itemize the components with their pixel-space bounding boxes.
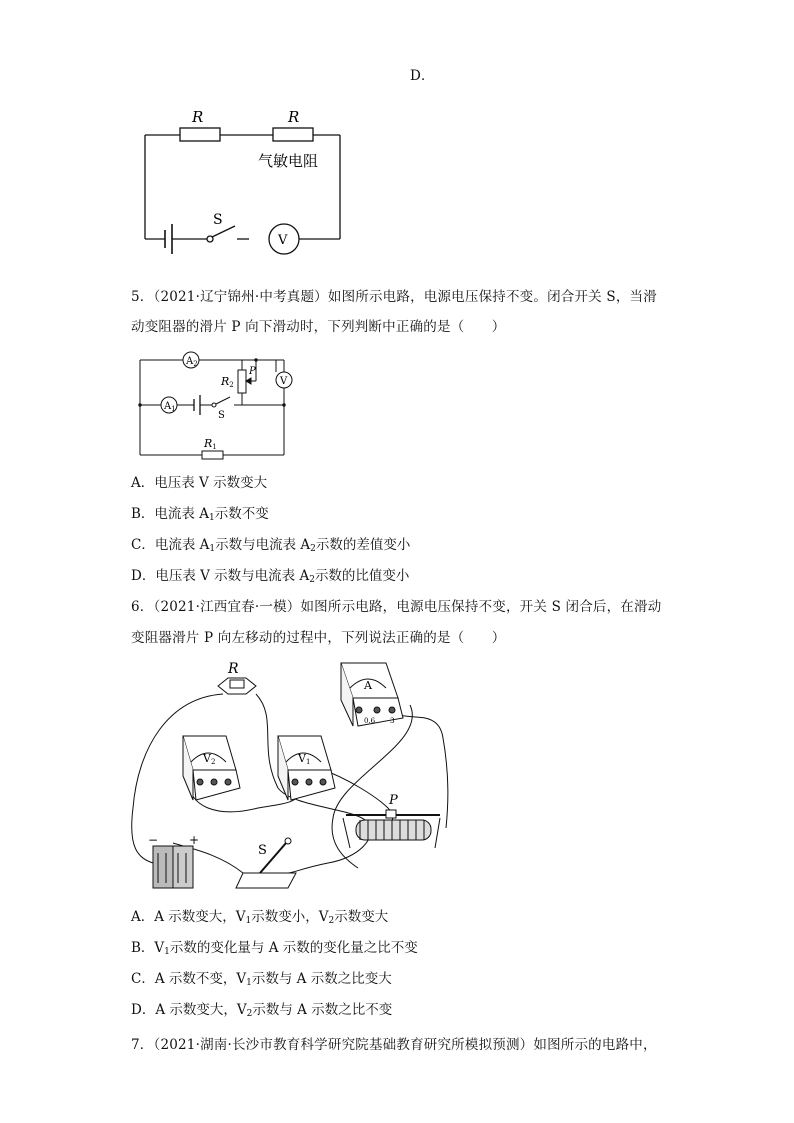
q5-option-a: A．电压表 V 示数变大 <box>131 475 268 491</box>
r1-label: R <box>192 108 204 126</box>
voltmeter-label: V <box>278 233 288 248</box>
fig-v1-label: V1 <box>298 752 311 766</box>
q6-option-d: D．A 示数变大，$V_2$示数与 A 示数之比不变 <box>131 1002 393 1019</box>
physical-circuit-figure <box>128 658 458 896</box>
q6-stem-line2: 变阻器滑片 P 向左移动的过程中，下列说法正确的是（ ） <box>131 630 506 646</box>
fig-a-label: A <box>364 679 372 692</box>
gas-sensor-resistor <box>273 128 313 141</box>
p-label: P <box>249 366 256 377</box>
fig-a-tick: 0.6 <box>364 717 376 725</box>
a2-label: $A_2$ <box>186 356 198 368</box>
resistor-r-left <box>180 128 220 141</box>
gas-sensor-circuit-diagram <box>135 100 355 260</box>
option-d-label: D． <box>410 68 435 84</box>
switch-label: S <box>213 212 223 228</box>
fig-p-label: P <box>389 793 398 808</box>
q5-stem-line2: 动变阻器的滑片 P 向下滑动时，下列判断中正确的是（ ） <box>131 319 506 335</box>
rheostat-circuit-diagram <box>130 348 305 463</box>
v-label: V <box>280 376 288 387</box>
q7-stem-line1: 7．（2021·湖南·长沙市教育科学研究院基础教育研究所模拟预测）如图所示的电路中， <box>131 1037 657 1053</box>
q5-option-d: D．电压表 V 示数与电流表 $A_2$示数的比值变小 <box>131 568 410 585</box>
fig-r-label: R <box>228 661 239 677</box>
a1-label: $A_1$ <box>164 401 176 413</box>
rheostat-r2 <box>238 370 246 393</box>
q5-option-b: B．电流表 $A_1$示数不变 <box>131 506 269 523</box>
fig-plus-label: + <box>189 833 200 847</box>
q5-option-c: C．电流表 $A_1$示数与电流表 $A_2$示数的差值变小 <box>131 537 411 554</box>
q6-option-a: A．A 示数变大，$V_1$示数变小，$V_2$示数变大 <box>131 909 389 926</box>
s-label: S <box>218 410 225 421</box>
resistor-r1 <box>202 451 223 459</box>
q6-stem-line1: 6．（2021·江西宜春·一模）如图所示电路，电源电压保持不变，开关 S 闭合后，在滑动 <box>131 599 662 615</box>
gas-sensor-label: 气敏电阻 <box>258 152 319 170</box>
q6-option-c: C．A 示数不变，$V_1$示数与 A 示数之比变大 <box>131 971 392 988</box>
fig-minus-label: − <box>148 833 159 847</box>
r2-label: R <box>288 108 300 126</box>
fig-s-label: S <box>258 843 267 858</box>
q6-option-b: B．$V_1$示数的变化量与 A 示数的变化量之比不变 <box>131 940 418 957</box>
q5-stem-line1: 5．（2021·辽宁锦州·中考真题）如图所示电路，电源电压保持不变。闭合开关 S，当滑 <box>131 289 657 305</box>
r2-label: R2 <box>221 375 234 389</box>
r1-label: R1 <box>204 437 217 451</box>
fig-v2-label: V2 <box>203 752 216 766</box>
fig-a-terminal: 3 <box>390 717 395 725</box>
